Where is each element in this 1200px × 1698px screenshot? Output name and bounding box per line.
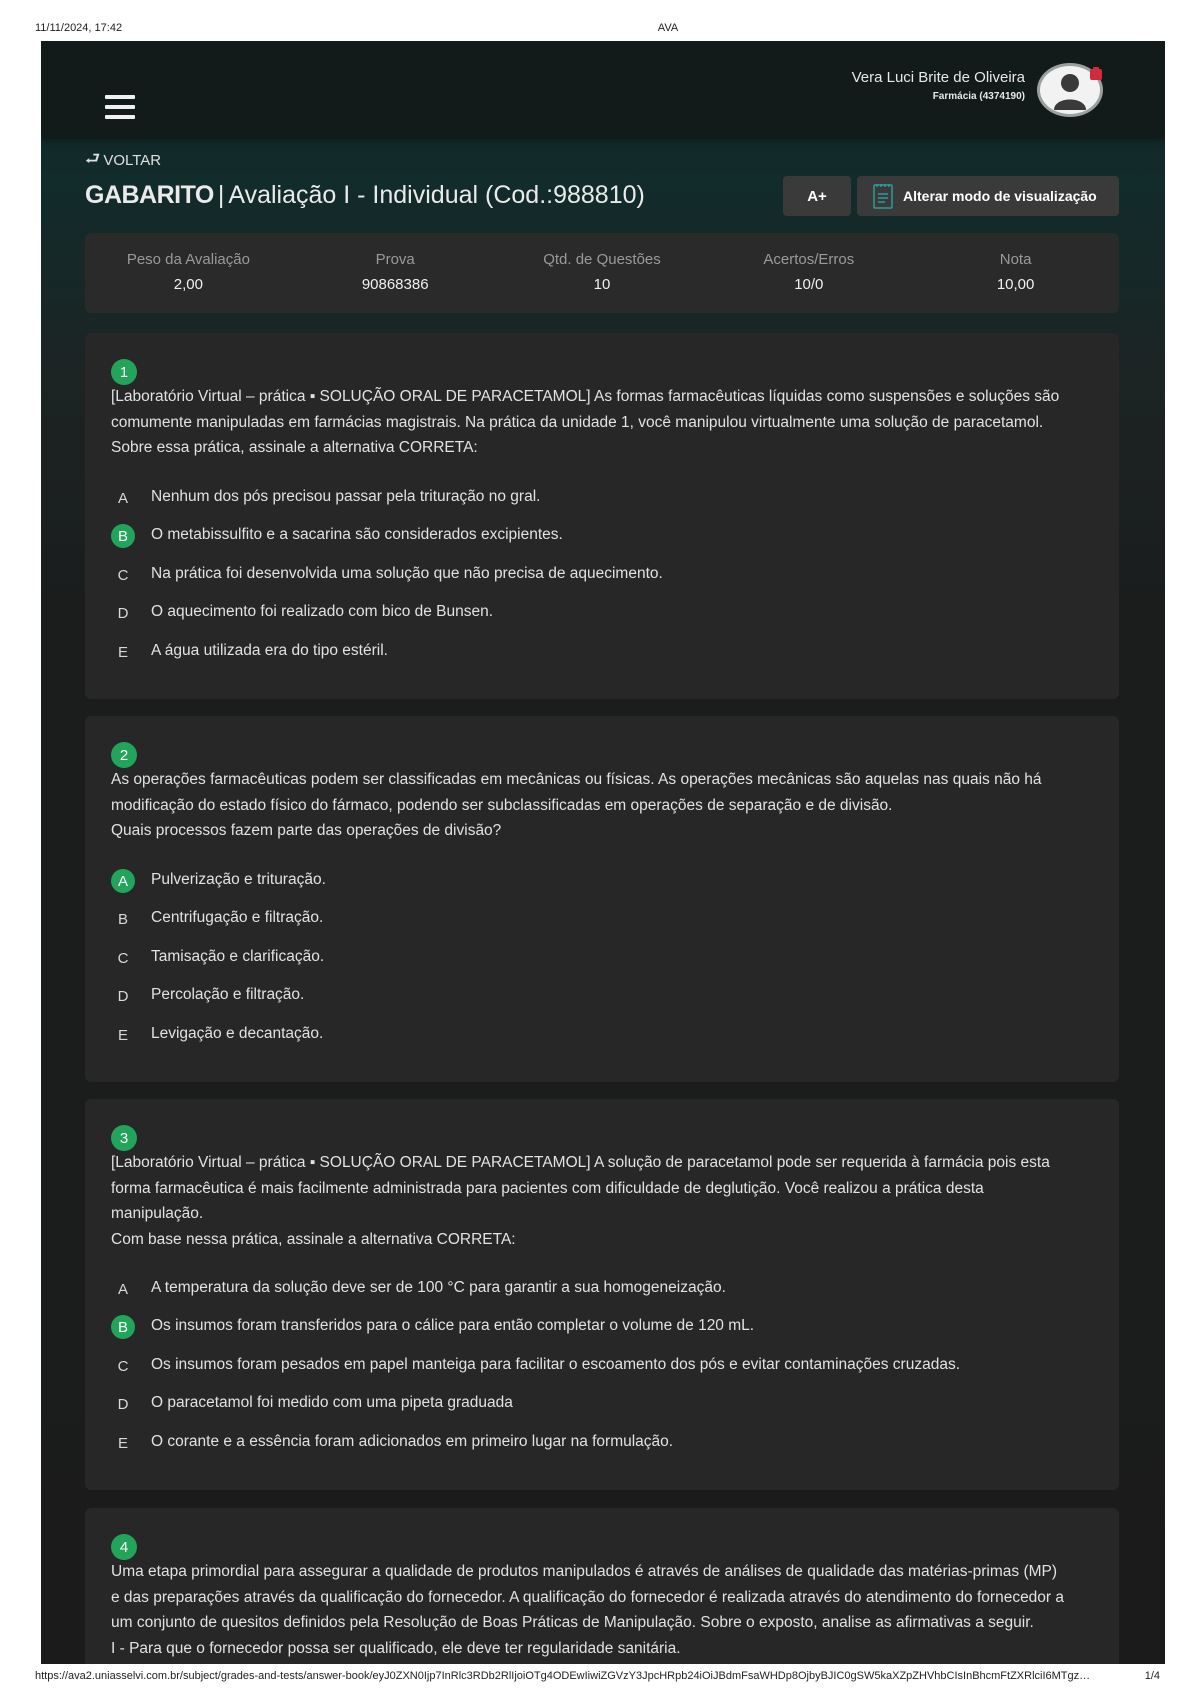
option-letter: C: [117, 949, 129, 967]
answer-option[interactable]: [111, 639, 1091, 667]
summary-value: 10: [593, 276, 611, 293]
print-page-number: 1/4: [1144, 1670, 1160, 1682]
question-text: [111, 1559, 1101, 1661]
question-number: 3: [111, 1125, 137, 1151]
question-text: [111, 384, 1101, 461]
print-url: https://ava2.uniasselvi.com.br/subject/grades-and-tests/answer-book/eyJ0ZXN0Ijp7InRlc3RDb2RlIjoiOTg4ODEwIiwiZGVzY3JpcHRpb24iOiJBdmFsaWHDp8OjbyBJIC0gSW5kaXZpZHVhbCIsInBhcmFtZXRlciI6MTgz…: [35, 1670, 1091, 1682]
print-header: [0, 22, 1200, 36]
summary-weight: [85, 233, 292, 313]
print-page-title: AVA: [657, 22, 679, 34]
question-text-line: comumente manipuladas em farmácias magistrais. Na prática da unidade 1, você manipulou virtualmente uma solução de paracetamol.: [111, 413, 1044, 431]
answer-option-correct[interactable]: [111, 868, 1091, 896]
title-separator: |: [217, 181, 225, 209]
summary-value: 10/0: [794, 276, 824, 293]
question-number: 2: [111, 742, 137, 768]
question-number: 1: [111, 359, 137, 385]
print-footer: [0, 1670, 1200, 1684]
answer-option[interactable]: [111, 1391, 1091, 1419]
question-card-1: [85, 333, 1119, 699]
menu-icon[interactable]: [105, 95, 135, 121]
question-text-line: Uma etapa primordial para assegurar a qualidade de produtos manipulados é através de análises de qualidade das matérias-primas (MP): [111, 1563, 1058, 1580]
question-card-4: [85, 1508, 1119, 1664]
summary-value: 10,00: [996, 276, 1035, 293]
answer-option[interactable]: [111, 1276, 1091, 1304]
top-bar: [41, 41, 1165, 137]
user-course: Farmácia (4374190): [932, 91, 1025, 102]
back-label: VOLTAR: [103, 152, 162, 169]
question-text-line: modificação do estado físico do fármaco, podendo ser subclassificadas em operações de separação e de divisão.: [111, 796, 893, 814]
summary-hits-misses: [705, 233, 912, 313]
question-text-line: e das preparações através da qualificação do fornecedor. A qualificação do fornecedor é realizada através do atendimento do fornecedor a: [111, 1588, 1065, 1606]
question-text: [111, 767, 1101, 844]
assessment-summary: [85, 233, 1119, 313]
option-letter-correct: B: [111, 524, 135, 548]
answer-option[interactable]: [111, 906, 1091, 934]
option-text: O aquecimento foi realizado com bico de Bunsen.: [151, 603, 494, 620]
option-text: O paracetamol foi medido com uma pipeta graduada: [151, 1394, 513, 1411]
option-letter: D: [117, 604, 129, 622]
summary-label: Nota: [999, 251, 1032, 268]
question-text-line: As operações farmacêuticas podem ser classificadas em mecânicas ou físicas. As operações mecânicas são aquelas nas quais não há: [111, 771, 1042, 788]
notification-badge-icon: [1089, 67, 1103, 81]
answer-option[interactable]: [111, 983, 1091, 1011]
question-number: 4: [111, 1534, 137, 1560]
option-letter: C: [117, 1357, 129, 1375]
answer-option[interactable]: [111, 562, 1091, 590]
question-text-line: Sobre essa prática, assinale a alternativa CORRETA:: [111, 439, 478, 456]
question-text-line: Quais processos fazem parte das operações de divisão?: [111, 822, 502, 839]
answer-option-correct[interactable]: [111, 1314, 1091, 1342]
answer-option[interactable]: [111, 1022, 1091, 1050]
option-text: A água utilizada era do tipo estéril.: [151, 642, 388, 659]
option-letter: B: [117, 910, 128, 928]
question-text-line: Com base nessa prática, assinale a alternativa CORRETA:: [111, 1230, 516, 1248]
option-letter: E: [117, 1434, 128, 1452]
summary-value: 2,00: [173, 276, 203, 293]
option-letter: E: [117, 1026, 128, 1044]
summary-label: Peso da Avaliação: [126, 251, 250, 268]
summary-label: Prova: [375, 251, 415, 268]
question-text-line: um conjunto de quesitos definidos pela Resolução de Boas Práticas de Manipulação. Sobre o exposto, analise as afirmativas a seguir.: [111, 1614, 1034, 1631]
app-window: [41, 41, 1165, 1664]
option-text: O corante e a essência foram adicionados em primeiro lugar na formulação.: [151, 1433, 674, 1450]
assessment-title: Avaliação I - Individual (Cod.:988810): [228, 181, 645, 209]
question-text: [111, 1150, 1101, 1252]
question-card-3: [85, 1099, 1119, 1490]
summary-grade: [912, 233, 1119, 313]
question-text-line: manipulação.: [111, 1205, 204, 1222]
page-title: [85, 181, 645, 210]
option-letter: C: [117, 566, 129, 584]
view-mode-label: Alterar modo de visualização: [903, 188, 1097, 204]
option-text: A temperatura da solução deve ser de 100 °C para garantir a sua homogeneização.: [151, 1279, 726, 1296]
option-letter: A: [117, 1280, 128, 1298]
answer-option[interactable]: [111, 1353, 1091, 1381]
option-text: Os insumos foram pesados em papel manteiga para facilitar o escoamento dos pós e evitar contaminações cruzadas.: [151, 1356, 961, 1373]
answer-option[interactable]: [111, 485, 1091, 513]
option-text: Levigação e decantação.: [151, 1025, 324, 1042]
option-text: O metabissulfito e a sacarina são considerados excipientes.: [151, 526, 563, 543]
option-text: Na prática foi desenvolvida uma solução que não precisa de aquecimento.: [151, 565, 663, 582]
gabarito-label: GABARITO: [85, 181, 214, 209]
print-datetime: 11/11/2024, 17:42: [35, 22, 123, 34]
question-text-line: I - Para que o fornecedor possa ser qualificado, ele deve ter regularidade sanitária.: [111, 1639, 681, 1657]
question-text-line: [Laboratório Virtual – prática ▪ SOLUÇÃO ORAL DE PARACETAMOL] A solução de paracetamol pode ser requerida à farmácia pois esta: [111, 1154, 1050, 1171]
summary-exam: [292, 233, 499, 313]
return-arrow-icon: ⮐: [85, 149, 101, 168]
notebook-icon: [873, 183, 893, 209]
view-mode-button[interactable]: [857, 176, 1119, 216]
summary-question-count: [499, 233, 706, 313]
increase-font-button[interactable]: A+: [783, 176, 851, 216]
question-text-line: forma farmacêutica é mais facilmente administrada para pacientes com dificuldade de deglutição. Você realizou a prática desta: [111, 1179, 984, 1197]
summary-label: Acertos/Erros: [763, 251, 855, 268]
summary-label: Qtd. de Questões: [543, 251, 661, 268]
answer-option-correct[interactable]: [111, 523, 1091, 551]
question-card-2: [85, 716, 1119, 1082]
user-name: Vera Luci Brite de Oliveira: [851, 69, 1025, 86]
answer-option[interactable]: [111, 1430, 1091, 1458]
back-link[interactable]: [85, 146, 161, 175]
answer-option[interactable]: [111, 600, 1091, 628]
option-text: Percolação e filtração.: [151, 986, 305, 1003]
answer-option[interactable]: [111, 945, 1091, 973]
option-text: Centrifugação e filtração.: [151, 909, 324, 926]
option-text: Os insumos foram transferidos para o cálice para então completar o volume de 120 mL.: [151, 1317, 755, 1334]
option-letter: D: [117, 987, 129, 1005]
question-text-line: [Laboratório Virtual – prática ▪ SOLUÇÃO ORAL DE PARACETAMOL] As formas farmacêuticas líquidas como suspensões e soluções são: [111, 388, 1060, 405]
option-text: Pulverização e trituração.: [151, 871, 326, 888]
option-letter-correct: B: [111, 1315, 135, 1339]
option-letter-correct: A: [111, 869, 135, 893]
option-text: Tamisação e clarificação.: [151, 948, 325, 965]
option-letter: D: [117, 1395, 129, 1413]
option-letter: E: [117, 643, 128, 661]
option-text: Nenhum dos pós precisou passar pela trituração no gral.: [151, 488, 541, 505]
option-letter: A: [117, 489, 128, 507]
summary-value: 90868386: [361, 276, 429, 293]
